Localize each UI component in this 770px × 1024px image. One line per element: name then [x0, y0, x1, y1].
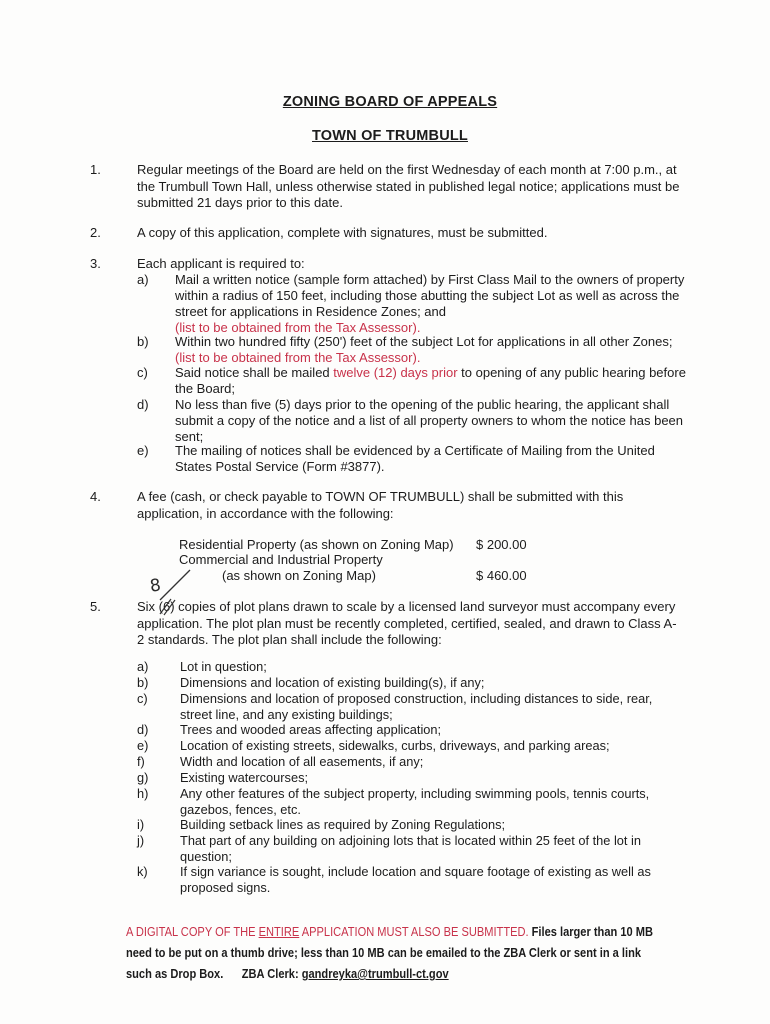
notice-red-2: APPLICATION MUST ALSO BE SUBMITTED. — [299, 925, 529, 939]
item-number: 4. — [90, 489, 101, 504]
notice-text: Files larger than 10 MB need to be put on a thumb drive; less than 10 MB can be emailed to the ZBA Clerk or sent in a link such as Drop Box. — [126, 925, 653, 981]
item-number: 5. — [90, 599, 101, 614]
sub-item-b-text: Within two hundred fifty (250') feet of the subject Lot for applications in all other Zones; — [175, 334, 673, 349]
list-item-text: Location of existing streets, sidewalks, curbs, driveways, and parking areas; — [180, 738, 610, 753]
item-5-text-pre: Six — [137, 599, 159, 614]
notice-red-entire: ENTIRE — [258, 925, 300, 939]
notice-red-1: A DIGITAL COPY OF THE — [126, 925, 259, 939]
sub-item-text: No less than five (5) days prior to the opening of the public hearing, the applicant shall submit a copy of the notice and a list of all property owners to whom the notice has been sent; — [175, 397, 684, 444]
digital-copy-notice — [126, 922, 654, 985]
plot-plan-list — [137, 659, 697, 899]
list-item-label: f) — [137, 754, 145, 769]
item-4-text: A fee (cash, or check payable to TOWN OF TRUMBULL) shall be submitted with this application, in accordance with the following: — [137, 489, 624, 521]
list-item-label: b) — [137, 675, 149, 690]
page-subtitle: TOWN OF TRUMBULL — [312, 128, 468, 144]
sub-item-label: e) — [137, 443, 149, 458]
red-note: twelve (12) days prior — [333, 365, 458, 380]
sub-item-label: a) — [137, 272, 149, 287]
item-number: 2. — [90, 225, 101, 240]
item-2-text: A copy of this application, complete with signatures, must be submitted. — [137, 225, 548, 240]
list-item-label: a) — [137, 659, 149, 674]
sub-item-text — [175, 272, 695, 336]
sub-item-a — [137, 272, 697, 335]
list-item-label: j) — [137, 833, 145, 848]
sub-item-text — [175, 365, 695, 397]
sub-item-label: d) — [137, 397, 149, 412]
list-item-text: Trees and wooded areas affecting application; — [180, 722, 442, 737]
list-item-text: Dimensions and location of existing building(s), if any; — [180, 675, 485, 690]
clerk-email-link[interactable]: gandreyka@trumbull-ct.gov — [301, 967, 449, 981]
sub-item-e — [137, 443, 697, 475]
item-3-text: Each applicant is required to: — [137, 256, 305, 271]
list-item-text: Any other features of the subject property, including swimming pools, tennis courts, gazebos, fences, etc. — [180, 786, 650, 817]
red-note: (list to be obtained from the Tax Assessor). — [175, 350, 421, 365]
item-number: 3. — [90, 256, 101, 271]
sub-item-c-text-1: Said notice shall be mailed — [175, 365, 334, 380]
list-item-label: e) — [137, 738, 149, 753]
crossed-out-number — [159, 599, 175, 614]
list-item-text: Dimensions and location of proposed construction, including distances to side, rear, street line, and any existing buildings; — [180, 691, 653, 722]
list-item-text: Existing watercourses; — [180, 770, 309, 785]
list-item-label: k) — [137, 864, 148, 879]
list-item-label: g) — [137, 770, 149, 785]
item-5-text — [137, 599, 682, 649]
red-note: (list to be obtained from the Tax Assessor). — [175, 320, 421, 335]
page-title: ZONING BOARD OF APPEALS — [282, 94, 498, 110]
sub-item-b — [137, 334, 697, 366]
item-5-text-post: copies of plot plans drawn to scale by a licensed land surveyor must accompany every application. The plot plan must be recently completed, certified, sealed, and drawn to Class A-2 standards. The plot plan shall include the following: — [137, 599, 677, 647]
item-1-text: Regular meetings of the Board are held on the first Wednesday of each month at 7:00 p.m., at the Trumbull Town Hall, unless otherwise stated in published legal notice; applications must be submitted 21 days prior to this date. — [137, 162, 680, 210]
item-number: 1. — [90, 162, 101, 177]
list-item-text: Lot in question; — [180, 659, 267, 674]
handwritten-number: 8 — [148, 575, 163, 597]
sub-item-a-text: Mail a written notice (sample form attached) by First Class Mail to the owners of property within a radius of 150 feet, including those abutting the subject Lot as well as across the street for applications in Residence Zones; and — [175, 272, 685, 319]
fee-residential-label: Residential Property (as shown on Zoning Map) — [179, 537, 454, 552]
sub-item-c-text-2: to opening of any public hearing before the Board; — [175, 365, 686, 396]
sub-item-label: c) — [137, 365, 148, 380]
fee-residential-value: $ 200.00 — [476, 537, 527, 552]
sub-item-label: b) — [137, 334, 149, 349]
list-item-text: Width and location of all easements, if any; — [180, 754, 424, 769]
clerk-label: ZBA Clerk: — [241, 967, 302, 981]
fee-commercial-label: Commercial and Industrial Property — [179, 552, 383, 567]
list-item-text: That part of any building on adjoining lots that is located within 25 feet of the lot in question; — [180, 833, 641, 864]
strike-scribble-icon — [157, 597, 179, 617]
list-item-label: d) — [137, 722, 149, 737]
fee-commercial-label-2: (as shown on Zoning Map) — [222, 568, 376, 583]
sub-item-c — [137, 365, 697, 397]
list-item-label: i) — [137, 817, 145, 832]
sub-item-text — [175, 334, 695, 366]
sub-item-d — [137, 397, 697, 445]
list-item-label: h) — [137, 786, 149, 801]
fee-commercial-value: $ 460.00 — [476, 568, 527, 583]
list-item-label: c) — [137, 691, 148, 706]
item-5-paren: (6) — [158, 599, 175, 614]
list-item-text: If sign variance is sought, include location and square footage of existing as well as proposed signs. — [180, 864, 651, 895]
sub-item-text: The mailing of notices shall be evidenced by a Certificate of Mailing from the United States Postal Service (Form #3877). — [175, 443, 655, 474]
list-item-text: Building setback lines as required by Zoning Regulations; — [180, 817, 506, 832]
